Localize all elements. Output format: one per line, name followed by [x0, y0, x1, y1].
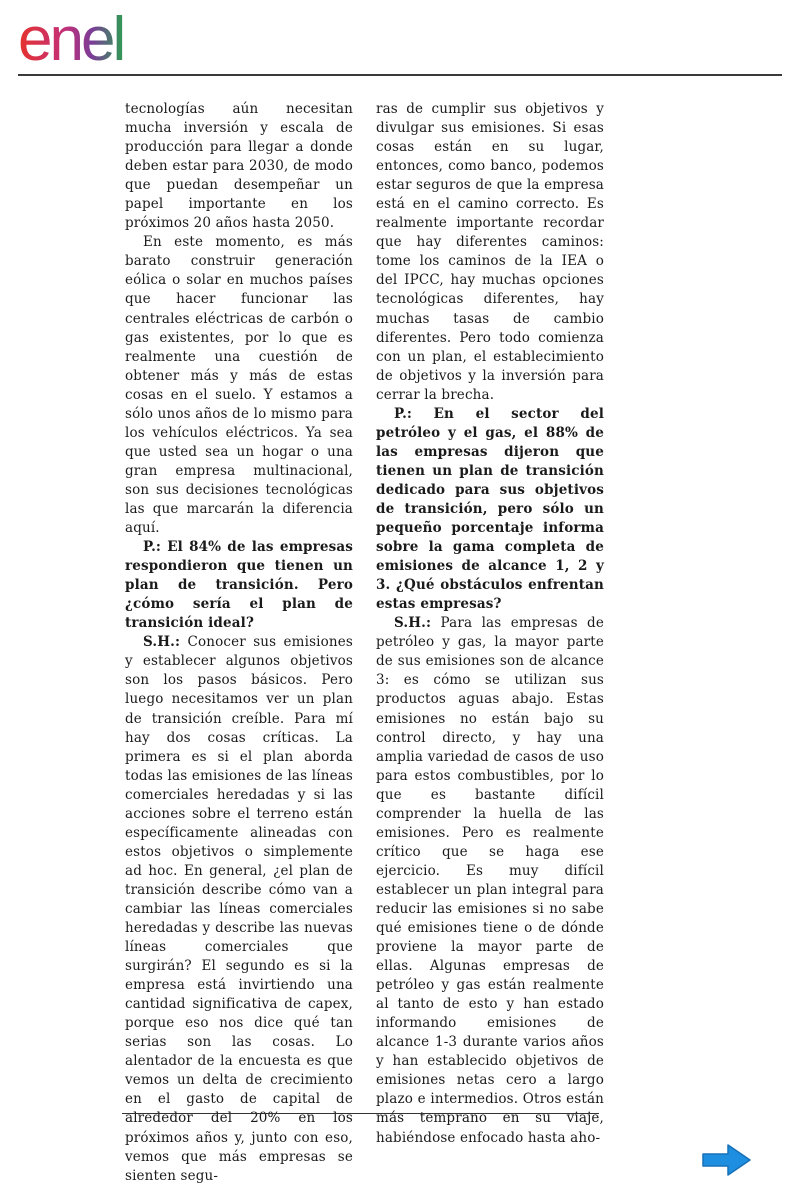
answer-text: Conocer sus emisiones y establecer algunos objetivos son los pasos básicos. Pero luego necesitamos ver un plan de transición creíble. Para mí hay dos cosas críticas. La primera es si el plan aborda todas las emisiones de las líneas comerciales heredadas y si las acciones sobre el terreno están específicamente alineadas con estos objetivos o simplemente ad hoc. En general, ¿el plan de transición describe cómo van a cambiar las líneas comerciales heredadas y describe las nuevas líneas comerciales que surgirán? El segundo es si la empresa está invirtiendo una cantidad significativa de capex, porque eso nos dice qué tan serias son las cosas. Lo alentador de la encuesta es que vemos un delta de crecimiento en el gasto de capital de alrededor del 20% en los próximos años y, junto con eso, vemos que más empresas se sienten segu-	[125, 634, 353, 1184]
answer-text: Para las empresas de petróleo y gas, la mayor parte de sus emisiones son de alcance 3: es cómo se utilizan sus productos aguas abajo. Estas emisiones no están bajo su control directo, y hay una amplia variedad de casos de uso para estos combustibles, por lo que es bastante difícil comprender la huella de las emisiones. Pero es realmente crítico que se haga ese ejercicio. Es muy difícil establecer un plan integral para reducir las emisiones si no sabe qué emisiones tiene o de dónde proviene la mayor parte de ellas. Algunas empresas de petróleo y gas están realmente al tanto de esto y han estado informando emisiones de alcance 1-3 durante varios años y han establecido objetivos de emisiones netas cero a largo plazo e intermedios. Otros están más temprano en su viaje, habiéndose enfocado hasta aho-	[376, 615, 604, 1146]
enel-logo	[16, 4, 186, 68]
paragraph: ras de cumplir sus objetivos y divulgar sus emisiones. Si esas cosas están en su lugar, entonces, como banco, podemos estar seguros de que la empresa está en el camino correcto. Es realmente importante recordar que hay diferentes caminos: tome los caminos de la IEA o del IPCC, hay muchas opciones tecnológicas diferentes, hay muchas tasas de cambio diferentes. Pero todo comienza con un plan, el establecimiento de objetivos y la inversión para cerrar la brecha.	[376, 101, 604, 403]
next-page-button[interactable]	[700, 1140, 754, 1180]
footer-divider	[122, 1113, 599, 1114]
logo-text: enel	[18, 5, 124, 68]
interview-answer	[376, 614, 604, 1147]
interview-question: P.: El 84% de las empresas respondieron que tienen un plan de transición. Pero ¿cómo sería el plan de transición ideal?	[125, 539, 353, 632]
header-divider	[18, 74, 782, 76]
interview-answer	[125, 633, 353, 1185]
arrow-right-icon	[700, 1140, 754, 1180]
paragraph: En este momento, es más barato construir generación eólica o solar en muchos países que hacer funcionar las centrales eléctricas de carbón o gas existentes, por lo que es realmente una cuestión de obtener más y más de estas cosas en el suelo. Y estamos a sólo unos años de lo mismo para los vehículos eléctricos. Ya sea que usted sea un hogar o una gran empresa multinacional, son sus decisiones tecnológicas las que marcarán la diferencia aquí.	[125, 234, 353, 537]
speaker-label: S.H.:	[143, 634, 181, 651]
paragraph: tecnologías aún necesitan mucha inversión y escala de producción para llegar a donde deben estar para 2030, de modo que puedan desempeñar un papel importante en los próximos 20 años hasta 2050.	[125, 101, 353, 232]
article-column-right	[376, 100, 604, 1148]
speaker-label: S.H.:	[394, 615, 432, 632]
interview-question: P.: En el sector del petróleo y el gas, el 88% de las empresas dijeron que tienen un plan de transición dedicado para sus objetivos de transición, pero sólo un pequeño porcentaje informa sobre la gama completa de emisiones de alcance 1, 2 y 3. ¿Qué obstáculos enfrentan estas empresas?	[376, 405, 604, 613]
article-column-left	[125, 100, 353, 1186]
